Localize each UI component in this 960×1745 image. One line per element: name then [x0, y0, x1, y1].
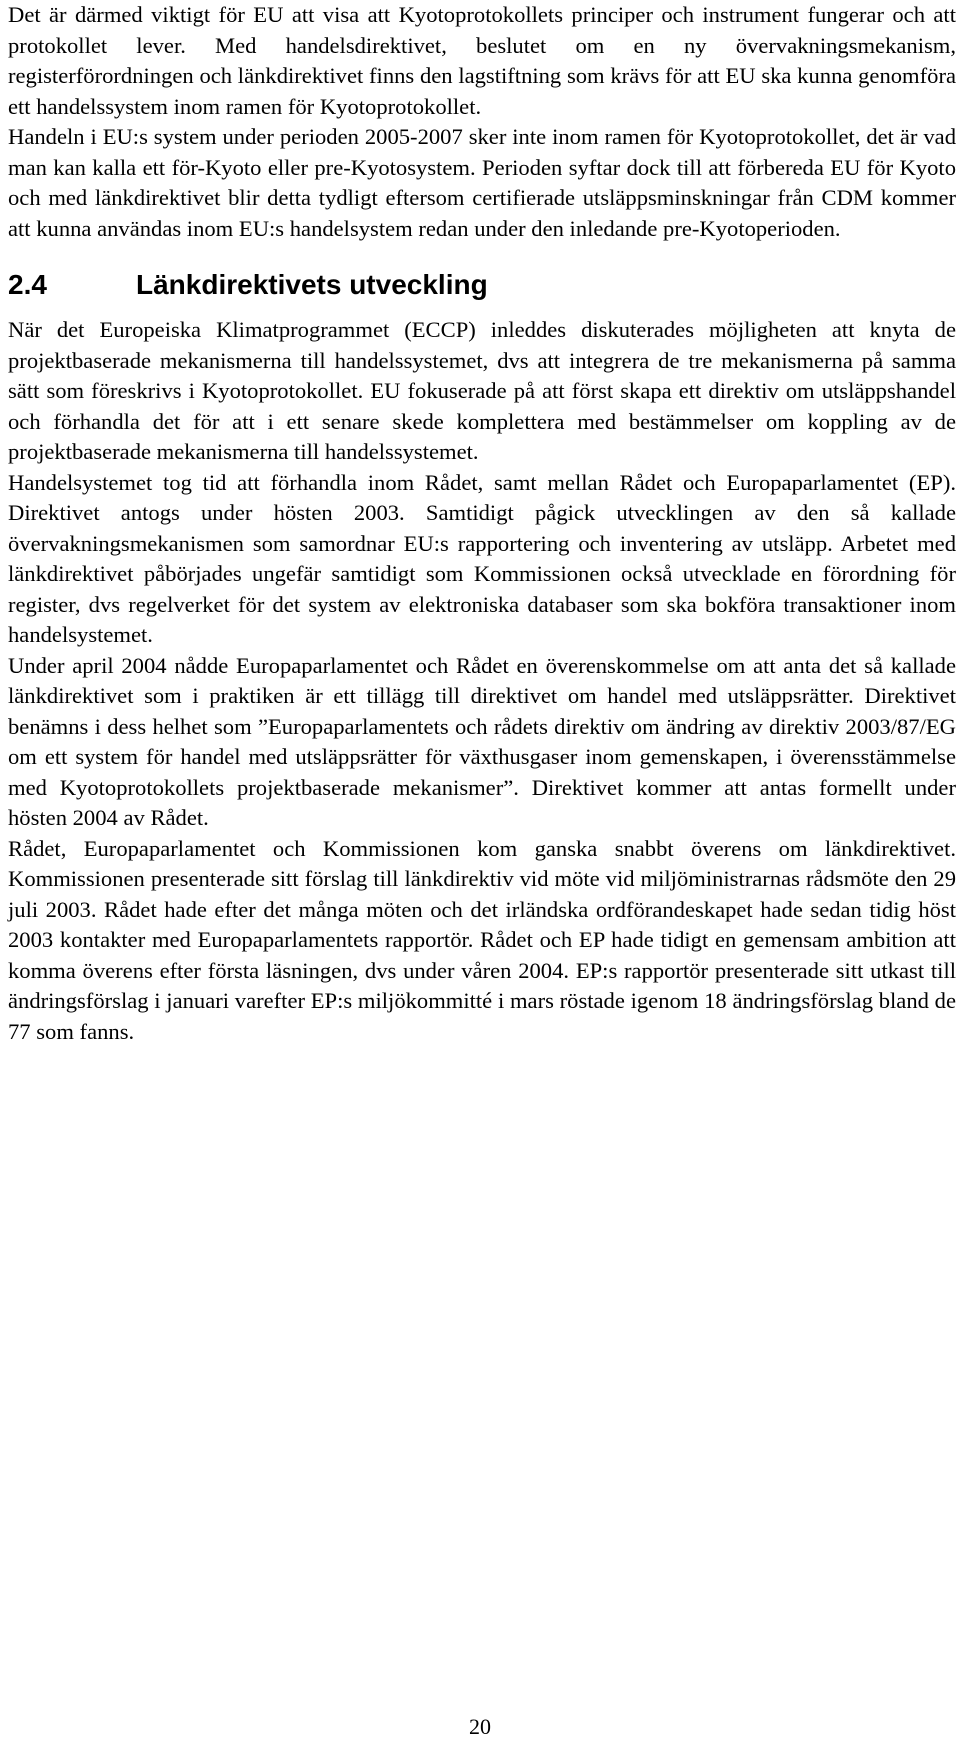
section-title: Länkdirektivets utveckling: [136, 269, 488, 300]
paragraph-pre-kyoto-period: Handeln i EU:s system under perioden 2005-2007 sker inte inom ramen för Kyotoprotokollet, det är vad man kan kalla ett för-Kyoto eller pre-Kyotosystem. Perioden syftar dock till att förbereda EU för Kyoto och med länkdirektivet blir detta tydligt eftersom certifierade utsläppsminskningar från CDM kommer att kunna användas inom EU:s handelsystem redan under den inledande pre-Kyotoperioden.: [8, 124, 956, 241]
paragraph-agreement-april-2004: Under april 2004 nådde Europaparlamentet och Rådet en överenskommelse om att anta det så kallade länkdirektivet som i praktiken är ett tillägg till direktivet om handel med utsläppsrätter. Direktivet benämns i dess helhet som ”Europaparlamentets och rådets direktiv om ändring av direktiv 2003/87/EG om ett system för handel med utsläppsrätter för växthusgaser inom gemenskapen, i överensstämmelse med Kyotoprotokollets projektbaserade mekanismer”. Direktivet kommer att antas formellt under hösten 2004 av Rådet.: [8, 652, 956, 830]
document-page: [8, 0, 956, 1047]
paragraph-council-parliament: Rådet, Europaparlamentet och Kommissionen kom ganska snabbt överens om länkdirektivet. Kommissionen presenterade sitt förslag till länkdirektiv vid möte vid miljöministrarnas rådsmöte den 29 juli 2003. Rådet hade efter det många möten och det irländska ordförandeskapet hade sedan tidig höst 2003 kontakter med Europaparlamentets rapportör. Rådet och EP hade tidigt en gemensam ambition att komma överens efter första läsningen, dvs under våren 2004. EP:s rapportör presenterade sitt utkast till ändringsförslag i januari varefter EP:s miljökommitté i mars röstade igenom 18 ändringsförslag bland de 77 som fanns.: [8, 835, 956, 1044]
section-number: 2.4: [8, 269, 47, 300]
paragraph-negotiation: Handelsystemet tog tid att förhandla inom Rådet, samt mellan Rådet och Europaparlamentet (EP). Direktivet antogs under hösten 2003. Samtidigt pågick utvecklingen av den så kallade övervakningsmekanismen som samordnar EU:s rapportering och inventering av utsläpp. Arbetet med länkdirektivet påbörjades ungefär samtidigt som Kommissionen också utvecklade en förordning för register, dvs regelverket för det system av elektroniska databaser som ska bokföra transaktioner inom handelsystemet.: [8, 469, 956, 647]
paragraph-kyoto-principles: Det är därmed viktigt för EU att visa att Kyotoprotokollets principer och instrument fungerar och att protokollet lever. Med handelsdirektivet, beslutet om en ny övervakningsmekanism, registerförordningen och länkdirektivet finns den lagstiftning som krävs för att EU ska kunna genomföra ett handelssystem inom ramen för Kyotoprotokollet.: [8, 2, 956, 119]
section-heading: [8, 268, 956, 302]
paragraph-eccp: När det Europeiska Klimatprogrammet (ECCP) inleddes diskuterades möjligheten att knyta de projektbaserade mekanismerna till handelssystemet, dvs att integrera de tre mekanismerna på samma sätt som föreskrivs i Kyotoprotokollet. EU fokuserade på att först skapa ett direktiv om utsläppshandel och förhandla det för att i ett senare skede komplettera med bestämmelser om koppling av de projektbaserade mekanismerna till handelssystemet.: [8, 317, 956, 464]
page-number: 20: [469, 1714, 491, 1739]
